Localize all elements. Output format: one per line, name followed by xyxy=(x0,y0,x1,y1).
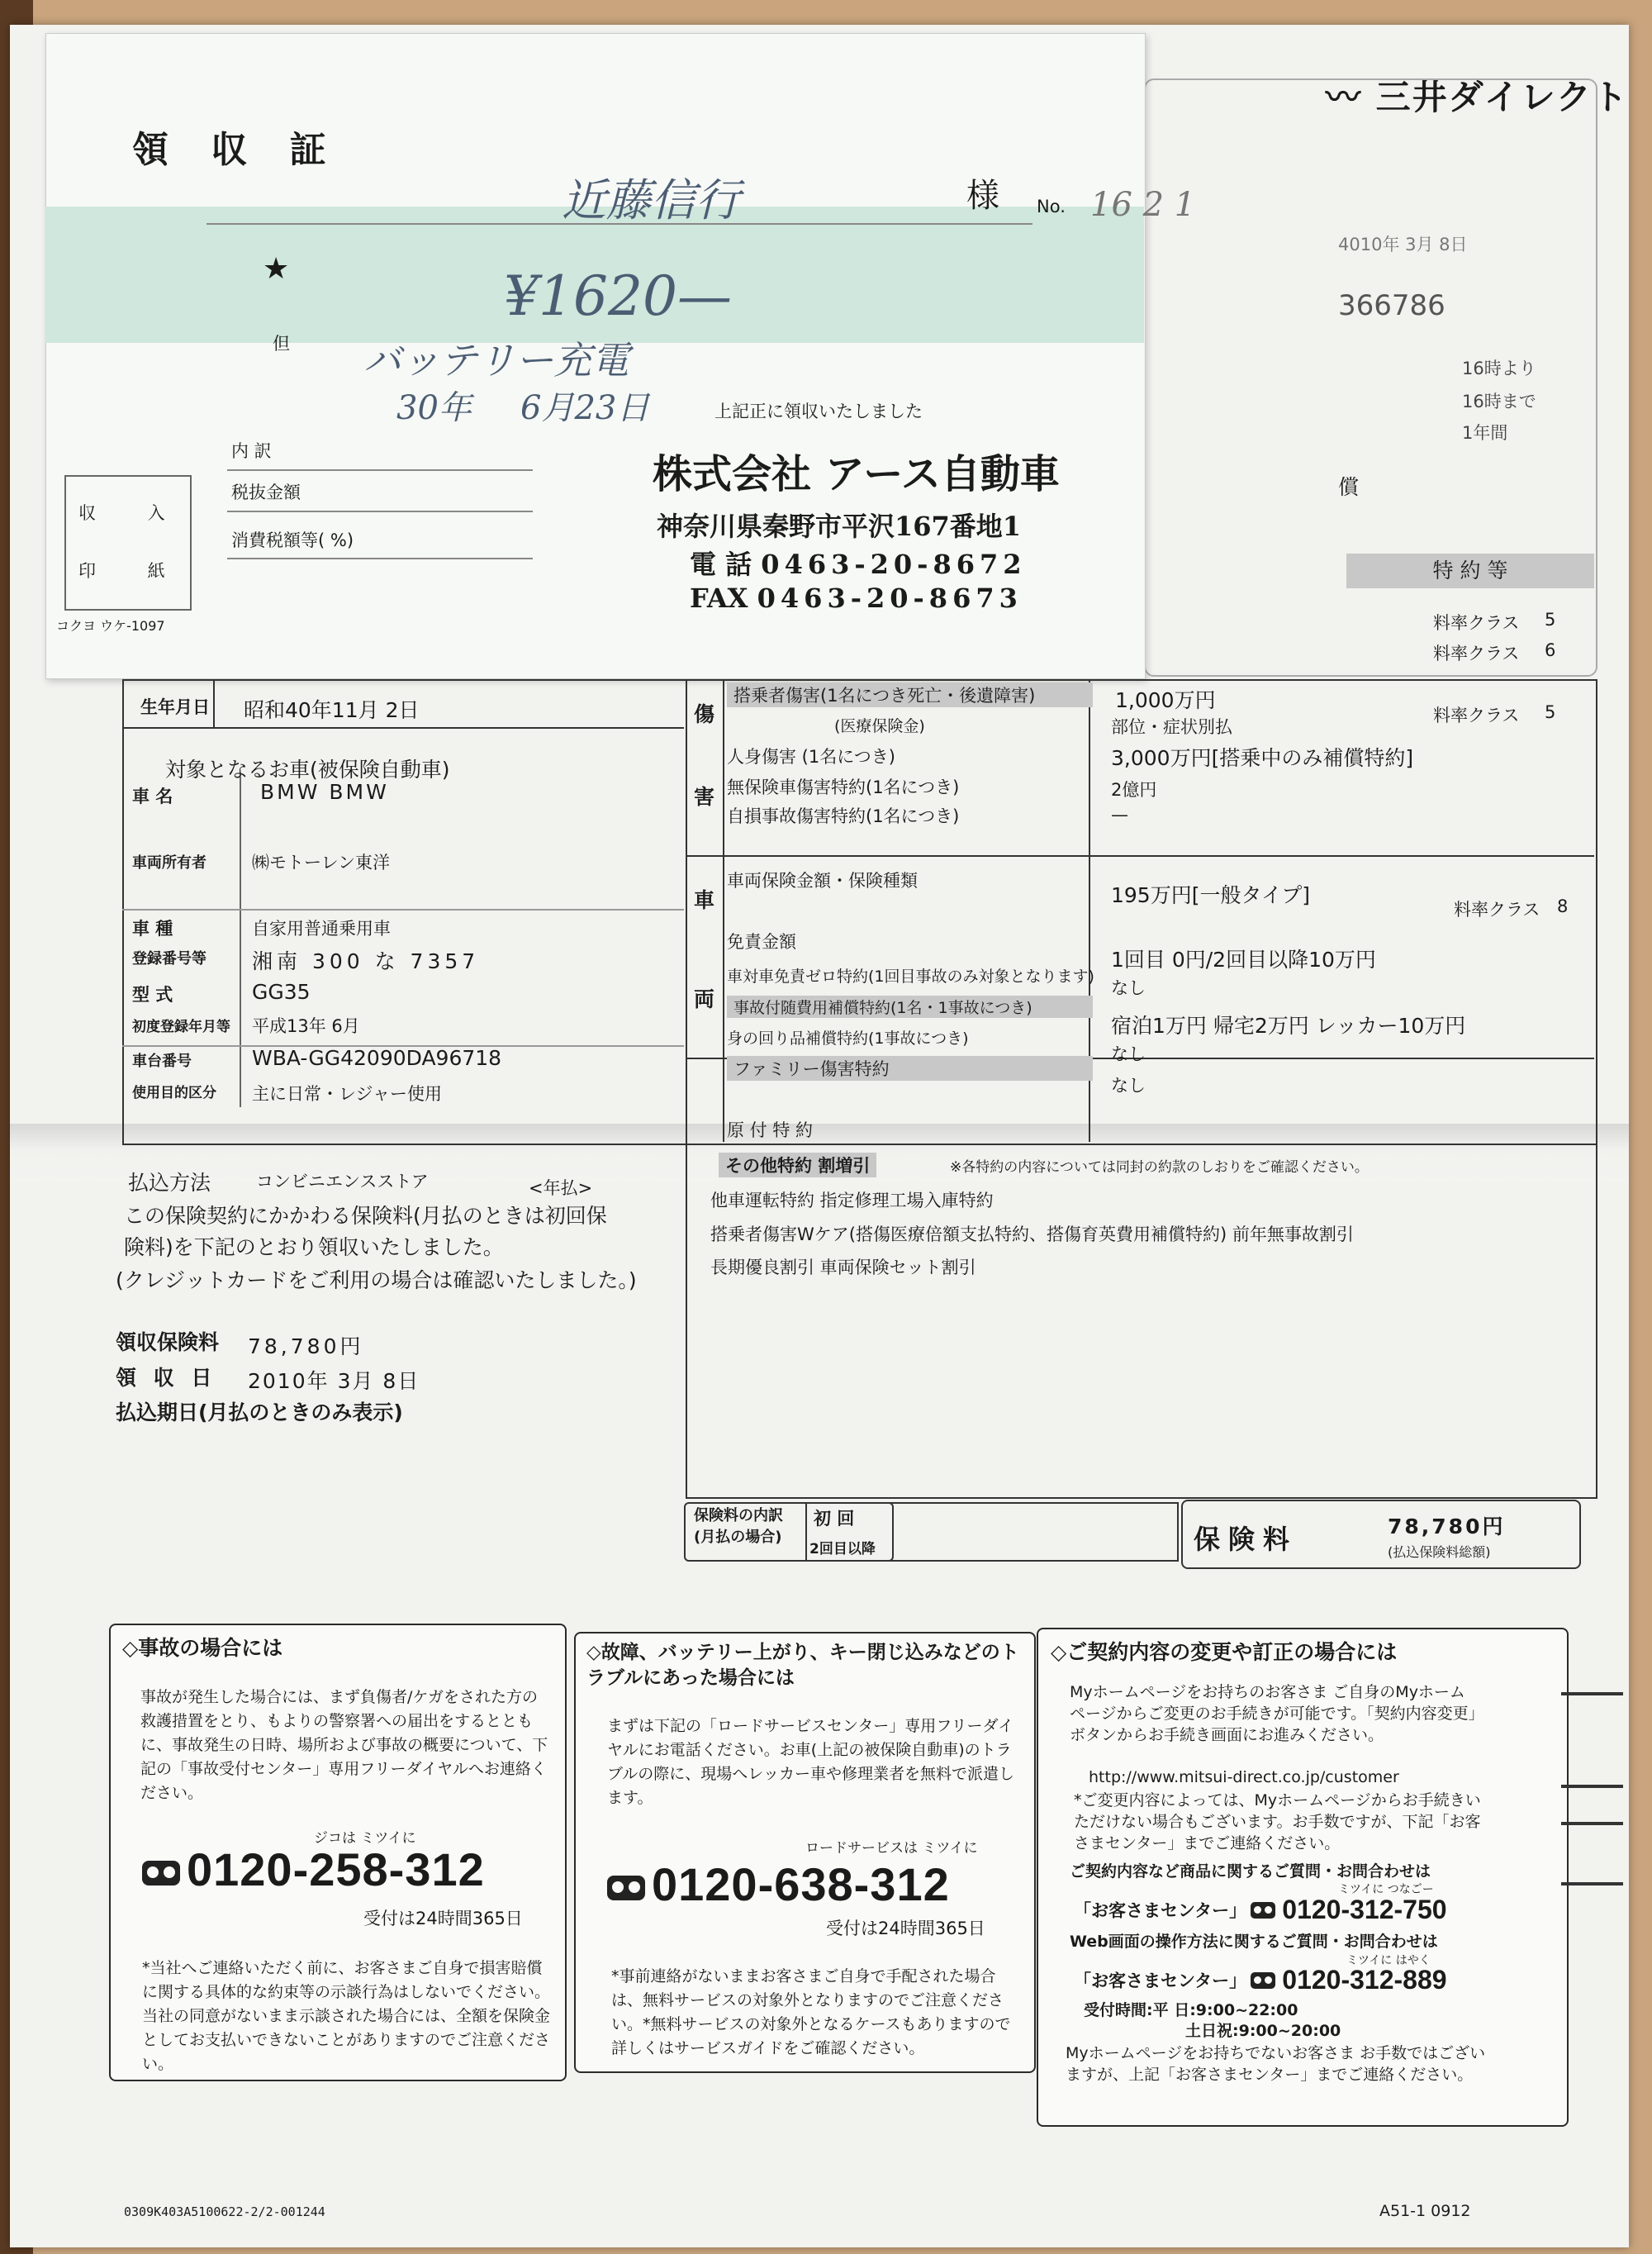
payment-method: コンビニエンスストア xyxy=(256,1172,429,1191)
tel-number: 0463-20-8672 xyxy=(761,549,1027,580)
rate-class-value-1: 5 xyxy=(1545,610,1556,630)
receipt-purpose: バッテリー充電 xyxy=(363,338,629,383)
coverage-zero-deductible-value: なし xyxy=(1111,978,1146,998)
accident-note: *当社へご連絡いただく前に、お客さまご自身で損害賠償に関する具体的な約束等の示談行為はしないでください。当社の同意がないまま示談された場合には、全額を保険金としてお支払いできないことがありますのでご注意ください。 xyxy=(142,1959,551,2073)
premium-breakdown-label: 保険料の内訳(月払の場合) xyxy=(694,1507,783,1546)
trouble-hours: 受付は24時間365日 xyxy=(826,1919,985,1938)
stamp-label-top: 収 入 xyxy=(78,503,188,523)
payer-name: 近藤信行 xyxy=(562,174,740,226)
other-terms-line-3: 長期優良割引 車両保険セット割引 xyxy=(710,1258,976,1277)
accident-hours: 受付は24時間365日 xyxy=(363,1909,523,1928)
accident-title: ◇事故の場合には xyxy=(122,1636,283,1660)
premium-received-label: 領収保険料 xyxy=(116,1330,220,1354)
coverage-deductible-label: 免責金額 xyxy=(727,932,796,952)
first-registration: 平成13年 6月 xyxy=(252,1016,360,1036)
vehicle-section-title: 対象となるお車(被保険自動車) xyxy=(165,758,450,782)
change-url[interactable]: http://www.mitsui-direct.co.jp/customer xyxy=(1089,1768,1399,1786)
registration-label: 登録番号等 xyxy=(132,950,206,968)
compensation-fragment: 償 xyxy=(1338,475,1360,499)
coverage-vehicle-label: 車両保険金額・保険種類 xyxy=(727,871,918,891)
birth-date: 昭和40年11月 2日 xyxy=(244,698,420,722)
insured-vehicle-table xyxy=(122,679,687,1145)
policy-number-fragment: 366786 xyxy=(1338,289,1446,322)
payment-annual: <年払> xyxy=(529,1178,593,1198)
form-code: コクヨ ウケ-1097 xyxy=(56,618,165,634)
category-vehicle-2: 両 xyxy=(694,987,715,1011)
accident-phone-ruby: ジコは ミツイに xyxy=(314,1830,416,1847)
coverage-family-label: ファミリー傷害特約 xyxy=(727,1056,1093,1081)
rate-class-value-2: 6 xyxy=(1545,640,1556,660)
payment-text-2: 険料)を下記のとおり領収いたしました。 xyxy=(124,1235,504,1259)
premium-total-label: 保険料 xyxy=(1194,1524,1298,1555)
center-phone-number-2: 0120-312-889 xyxy=(1282,1965,1447,1995)
star-icon: ★ xyxy=(263,252,290,286)
center-phone-number-1: 0120-312-750 xyxy=(1282,1895,1447,1924)
other-terms-line-1: 他車運転特約 指定修理工場入庫特約 xyxy=(710,1191,994,1210)
due-date-label: 払込期日(月払のときのみ表示) xyxy=(116,1400,403,1424)
coverage-zero-deductible-label: 車対車免責ゼロ特約(1回目事故のみ対象となります) xyxy=(727,968,1094,986)
coverage-medical-value: 部位・症状別払 xyxy=(1111,717,1232,737)
other-terms-line-2: 搭乗者傷害Wケア(搭傷医療倍額支払特約、搭傷育英費用補償特約) 前年無事故割引 xyxy=(710,1224,1354,1244)
rate-class-label-4: 料率クラス xyxy=(1454,900,1540,920)
index-mark-3 xyxy=(1561,1822,1623,1825)
payment-text-1: この保険契約にかかわる保険料(月払のときは初回保 xyxy=(124,1204,607,1228)
center-hours-weekend: 土日祝:9:00~20:00 xyxy=(1185,2022,1341,2040)
receipt-date: 2010年 3月 8日 xyxy=(248,1369,420,1393)
model-label: 型 式 xyxy=(132,985,173,1005)
other-terms-title: その他特約 割増引 xyxy=(719,1153,876,1177)
accident-phone[interactable] xyxy=(142,1843,485,1896)
company-address: 神奈川県秦野市平沢167番地1 xyxy=(657,511,1022,542)
receipt-monthday: 6月23日 xyxy=(520,389,650,427)
coverage-personal-label: 人身傷害 (1名につき) xyxy=(727,747,896,767)
coverage-selfaccident-value: — xyxy=(1111,805,1128,825)
vehicle-name-label: 車 名 xyxy=(132,787,173,806)
coverage-personal-value: 3,000万円[搭乗中のみ補償特約] xyxy=(1111,746,1414,770)
coverage-incidental-value: 宿泊1万円 帰宅2万円 レッカー10万円 xyxy=(1111,1014,1466,1038)
freedial-icon xyxy=(1251,1902,1275,1919)
vehicle-name: BMW BMW xyxy=(260,780,389,804)
trouble-note: *事前連絡がないままお客さまご自身で手配された場合は、無料サービスの対象外となりますのでご注意ください。*無料サービスの対象外となるケースもありますので詳しくはサービスガイドをご確認ください。 xyxy=(611,1967,1011,2057)
change-inquiry: ご契約内容など商品に関するご質問・お問合わせは xyxy=(1070,1862,1431,1881)
category-injury-1: 傷 xyxy=(694,702,715,726)
category-injury-2: 害 xyxy=(694,785,715,809)
receipt-no-label: No. xyxy=(1037,197,1066,216)
coverage-selfaccident-label: 自損事故傷害特約(1名につき) xyxy=(727,806,960,826)
trouble-title: ◇故障、バッテリー上がり、キー閉じ込みなどのトラブルにあった場合には xyxy=(586,1642,1019,1689)
trouble-phone-number: 0120-638-312 xyxy=(652,1858,950,1910)
trouble-phone-ruby: ロードサービスは ミツイに xyxy=(805,1840,978,1857)
freedial-icon xyxy=(1251,1972,1275,1989)
breakdown-label: 内 訳 xyxy=(231,441,272,461)
company-name: 株式会社 アース自動車 xyxy=(653,451,1060,497)
coverage-belongings-value: なし xyxy=(1111,1044,1146,1064)
time-from: 16時より xyxy=(1462,359,1536,378)
tax-excluded-label: 税抜金額 xyxy=(231,483,301,502)
rate-class-label-3: 料率クラス xyxy=(1433,706,1520,725)
coverage-moped-label: 原 付 特 約 xyxy=(727,1120,814,1140)
coverage-deductible-value: 1回目 0円/2回目以降10万円 xyxy=(1111,948,1376,972)
period: 1年間 xyxy=(1462,423,1508,443)
company-fax xyxy=(690,583,1023,614)
coverage-incidental-label: 事故付随費用補償特約(1名・1事故につき) xyxy=(727,996,1093,1018)
coverage-uninsured-value: 2億円 xyxy=(1111,780,1157,800)
trouble-phone[interactable] xyxy=(607,1857,950,1911)
coverage-passenger-label: 搭乗者傷害(1名につき死亡・後遺障害) xyxy=(727,682,1093,707)
vehicle-type-label: 車 種 xyxy=(132,919,173,939)
center-phone-ruby-1: ミツイに つなごー xyxy=(1338,1883,1434,1896)
time-to: 16時まで xyxy=(1462,392,1536,411)
freedial-icon xyxy=(607,1876,645,1900)
vehicle-type: 自家用普通乗用車 xyxy=(252,919,391,939)
receipt-no: 16 2 1 xyxy=(1090,186,1196,224)
payment-method-label: 払込方法 xyxy=(128,1171,211,1195)
coverage-vehicle-value: 195万円[一般タイプ] xyxy=(1111,883,1310,907)
coverage-medical-label: (医療保険金) xyxy=(834,717,925,735)
purpose-label: 但 xyxy=(273,334,290,354)
chassis-number: WBA-GG42090DA96718 xyxy=(252,1046,502,1070)
center-label-1: 「お客さまセンター」 xyxy=(1074,1900,1247,1921)
policy-date-fragment: 4010年 3月 8日 xyxy=(1338,235,1468,254)
receipt-year: 30年 xyxy=(396,389,472,427)
center-phone-1[interactable] xyxy=(1074,1895,1447,1925)
change-title: ◇ご契約内容の変更や訂正の場合には xyxy=(1051,1640,1398,1664)
special-terms-header: 特 約 等 xyxy=(1346,554,1594,588)
vehicle-owner-label: 車両所有者 xyxy=(132,854,206,872)
revenue-stamp-box xyxy=(64,475,192,611)
center-hours-weekday: 受付時間:平 日:9:00~22:00 xyxy=(1084,2001,1298,2019)
receipt-amount: ¥1620— xyxy=(504,264,732,328)
rate-class-value-3: 5 xyxy=(1545,702,1556,722)
footer-code: 0309K403A5100622-2/2-001244 xyxy=(124,2204,325,2219)
change-body-1: Myホームページをお持ちのお客さま ご自身のMyホームページからご変更のお手続きが可能です。「契約内容変更」ボタンからお手続き画面にお進みください。 xyxy=(1070,1683,1477,1744)
vehicle-owner: ㈱モトーレン東洋 xyxy=(252,853,391,873)
trouble-body: まずは下記の「ロードサービスセンター」専用フリーダイヤルにお電話ください。お車(上記の被保険自動車)のトラブルの際に、現場へレッカー車や修理業者を無料で派遣します。 xyxy=(607,1717,1015,1807)
center-label-2: 「お客さまセンター」 xyxy=(1074,1971,1247,1991)
honorific: 様 xyxy=(966,177,999,215)
brand-logo-text: 三井ダイレクト xyxy=(1375,77,1629,117)
freedial-icon xyxy=(142,1861,180,1885)
rate-class-label-2: 料率クラス xyxy=(1433,644,1520,663)
premium-received: 78,780円 xyxy=(248,1334,364,1358)
second-payment-label: 2回目以降 xyxy=(809,1541,876,1557)
rate-class-label-1: 料率クラス xyxy=(1433,613,1520,633)
coverage-uninsured-label: 無保険車傷害特約(1名につき) xyxy=(727,777,960,797)
payment-text-3: (クレジットカードをご利用の場合は確認いたしました。) xyxy=(116,1268,637,1292)
center-phone-2[interactable] xyxy=(1074,1965,1447,1995)
receipt-date-label: 領 収 日 xyxy=(116,1366,217,1390)
index-mark-1 xyxy=(1561,1692,1623,1695)
premium-breakdown-values xyxy=(888,1502,1179,1562)
category-vehicle-1: 車 xyxy=(694,888,715,912)
index-mark-4 xyxy=(1561,1882,1623,1885)
model: GG35 xyxy=(252,980,311,1004)
usage: 主に日常・レジャー使用 xyxy=(252,1084,443,1104)
coverage-passenger-value: 1,000万円 xyxy=(1115,688,1216,712)
change-body-3: Myホームページをお持ちでないお客さま お手数ではございますが、上記「お客さまセンター」までご連絡ください。 xyxy=(1066,2044,1486,2084)
logo-mark-icon: 〰 xyxy=(1326,77,1363,117)
rate-class-value-4: 8 xyxy=(1557,896,1569,916)
footer-form-number: A51-1 0912 xyxy=(1379,2202,1471,2220)
tel-label: 電 話 xyxy=(690,549,752,580)
other-terms-note: ※各特約の内容については同封の約款のしおりをご確認ください。 xyxy=(950,1159,1369,1176)
usage-label: 使用目的区分 xyxy=(132,1085,216,1101)
coverage-belongings-label: 身の回り品補償特約(1事故につき) xyxy=(727,1030,969,1048)
premium-total: 78,780円 xyxy=(1388,1515,1506,1538)
accident-phone-number: 0120-258-312 xyxy=(187,1843,485,1895)
first-registration-label: 初度登録年月等 xyxy=(132,1019,230,1035)
premium-total-note: (払込保険料総額) xyxy=(1388,1544,1491,1560)
birth-label: 生年月日 xyxy=(140,697,210,717)
tax-label: 消費税額等( %) xyxy=(231,530,354,550)
index-mark-2 xyxy=(1561,1785,1623,1788)
company-tel xyxy=(690,544,1027,582)
stamp-label-bottom: 印 紙 xyxy=(78,561,188,581)
chassis-number-label: 車台番号 xyxy=(132,1053,192,1070)
change-web-inquiry: Web画面の操作方法に関するご質問・お問合わせは xyxy=(1070,1933,1438,1951)
receipt-title: 領 収 証 xyxy=(132,129,341,171)
registration-number: 湘南 300 な 7357 xyxy=(252,949,480,973)
coverage-family-value: なし xyxy=(1111,1076,1146,1096)
fax-label: FAX xyxy=(690,583,748,614)
first-payment-label: 初 回 xyxy=(814,1509,855,1529)
change-body-2: *ご変更内容によっては、Myホームページからお手続きいただけない場合もございます。お手数ですが、下記「お客さまセンター」までご連絡ください。 xyxy=(1074,1791,1481,1852)
received-statement: 上記正に領収いたしました xyxy=(714,402,923,421)
fax-number: 0463-20-8673 xyxy=(757,583,1023,614)
accident-body: 事故が発生した場合には、まず負傷者/ケガをされた方の救護措置をとり、もよりの警察署への届出をするとともに、事故発生の日時、場所および事故の概要について、下記の「事故受付センター」専用フリーダイヤルへお連絡ください。 xyxy=(140,1688,548,1802)
center-phone-ruby-2: ミツイに はやく xyxy=(1346,1954,1431,1967)
